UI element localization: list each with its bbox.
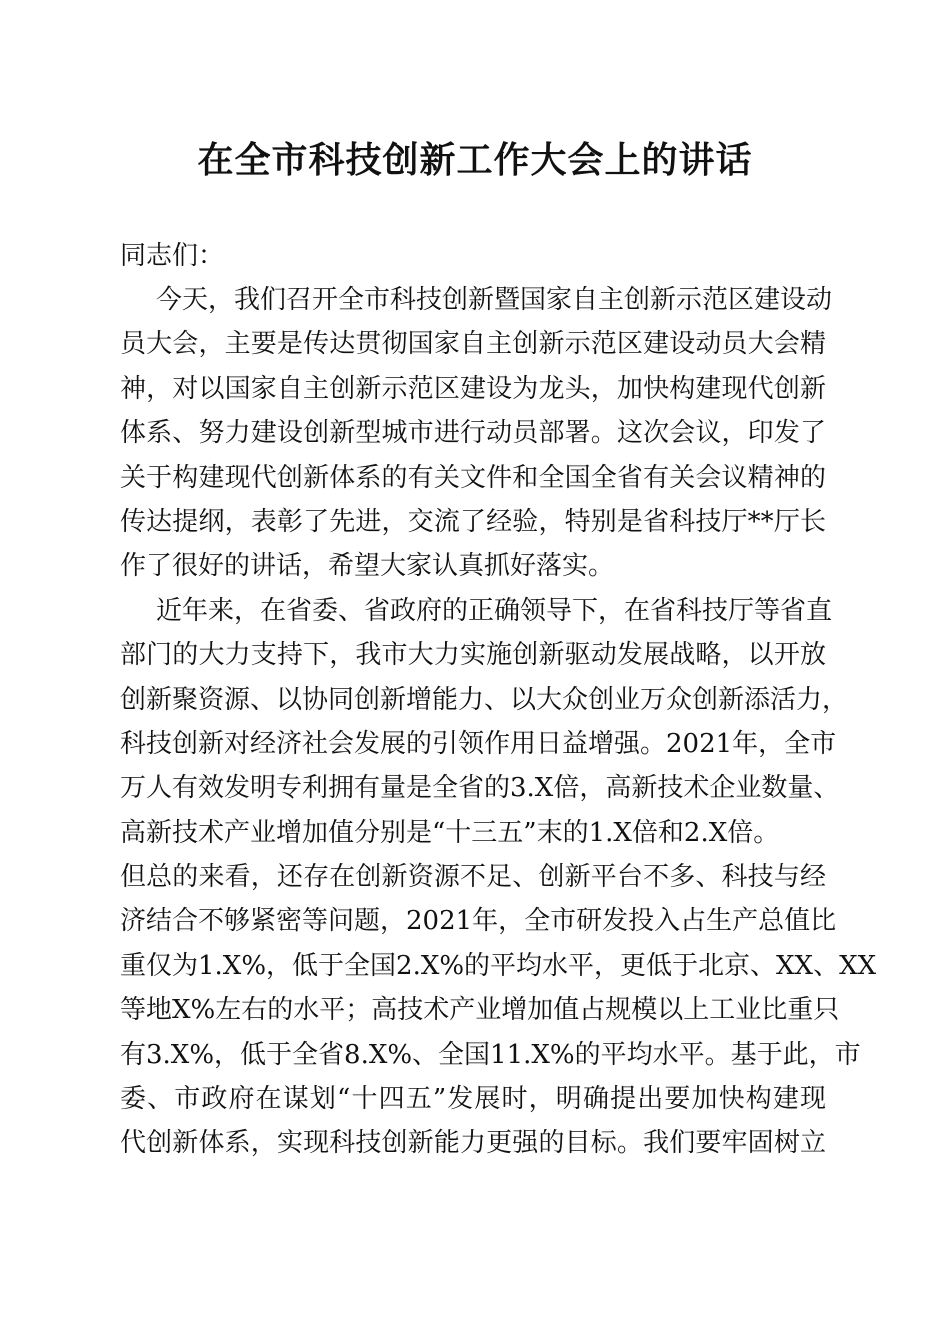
text-line: 重仅为1.X%，低于全国2.X%的平均水平，更低于北京、XX、XX: [120, 950, 877, 981]
text-line: 代创新体系，实现科技创新能力更强的目标。我们要牢固树立: [120, 1128, 826, 1159]
text-line: 作了很好的讲话，希望大家认真抓好落实。: [120, 551, 615, 582]
text-line: 近年来，在省委、省政府的正确领导下，在省科技厅等省直: [156, 595, 833, 626]
text-line: 体系、努力建设创新型城市进行动员部署。这次会议，印发了: [120, 418, 826, 449]
paragraph: [120, 278, 833, 589]
document-title: 在全市科技创新工作大会上的讲话: [197, 139, 753, 181]
text-line: 但总的来看，还存在创新资源不足、创新平台不多、科技与经: [120, 862, 826, 893]
text-line: 等地X%左右的水平；高技术产业增加值占规模以上工业比重只: [120, 995, 840, 1026]
text-line: 神，对以国家自主创新示范区建设为龙头，加快构建现代创新: [120, 373, 826, 404]
text-line: 万人有效发明专利拥有量是全省的3.X倍，高新技术企业数量、: [120, 773, 840, 804]
paragraph: [120, 589, 877, 1166]
text-line: 今天，我们召开全市科技创新暨国家自主创新示范区建设动: [156, 285, 833, 315]
text-line: 有3.X%，低于全省8.X%、全国11.X%的平均水平。基于此，市: [120, 1039, 861, 1070]
text-line: 济结合不够紧密等问题，2021年，全市研发投入占生产总值比: [120, 906, 837, 937]
text-line: 员大会，主要是传达贯彻国家自主创新示范区建设动员大会精: [120, 329, 826, 360]
text-line: 关于构建现代创新体系的有关文件和全国全省有关会议精神的: [120, 462, 826, 493]
document-body: [120, 278, 877, 1166]
text-line: 部门的大力支持下，我市大力实施创新驱动发展战略，以开放: [120, 640, 826, 671]
text-line: 传达提纲，表彰了先进，交流了经验，特别是省科技厅**厅长: [120, 506, 826, 537]
text-line: 科技创新对经济社会发展的引领作用日益增强。2021年，全市: [120, 728, 837, 759]
text-line: 委、市政府在谋划“十四五”发展时，明确提出要加快构建现: [120, 1084, 826, 1115]
text-line: 创新聚资源、以协同创新增能力、以大众创业万众创新添活力，: [120, 684, 849, 715]
text-line: 高新技术产业增加值分别是“十三五”末的1.X倍和2.X倍。: [120, 817, 780, 848]
salutation: 同志们：: [120, 241, 225, 271]
